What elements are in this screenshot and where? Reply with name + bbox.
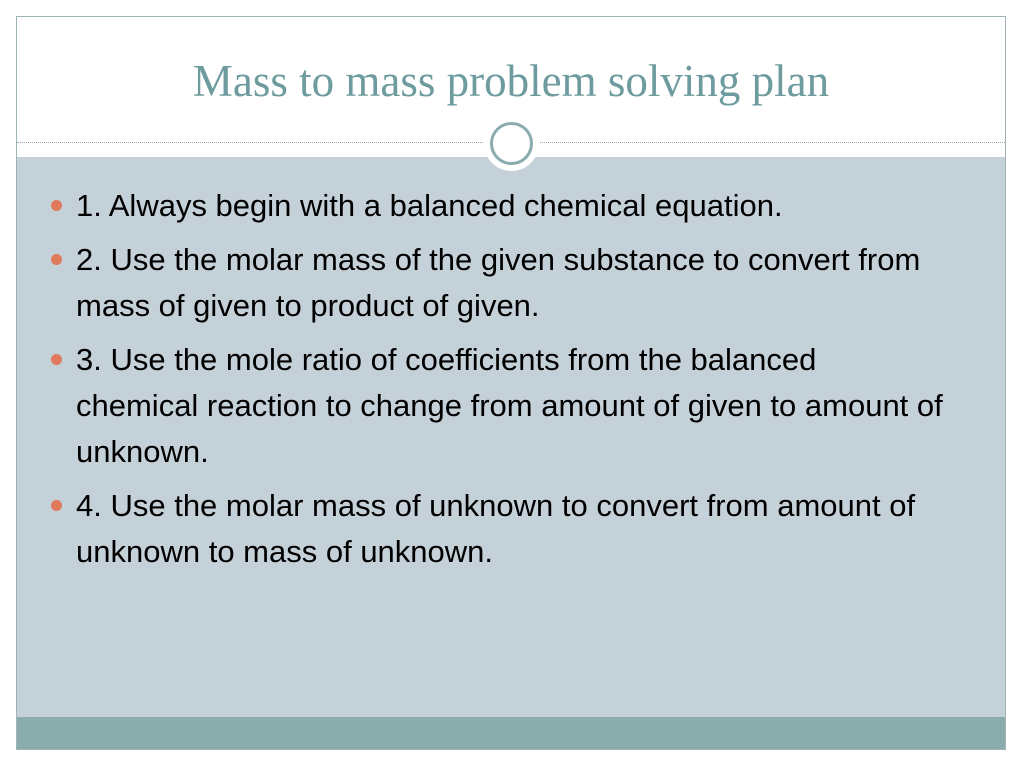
bullet-dot-icon	[51, 500, 62, 511]
bullet-text: 3. Use the mole ratio of coefficients from the balanced chemical reaction to change from amount of given to amount of unknown.	[76, 342, 943, 469]
bullet-dot-icon	[51, 354, 62, 365]
bullet-item	[47, 483, 947, 575]
bullet-item	[47, 183, 947, 229]
bullet-dot-icon	[51, 200, 62, 211]
bullet-item	[47, 337, 947, 475]
footer-band	[17, 717, 1005, 750]
bullet-text: 1. Always begin with a balanced chemical equation.	[76, 188, 783, 223]
circle-ornament-icon	[484, 116, 539, 171]
bullet-dot-icon	[51, 254, 62, 265]
slide-title: Mass to mass problem solving plan	[192, 56, 830, 106]
bullet-text: 4. Use the molar mass of unknown to convert from amount of unknown to mass of unknown.	[76, 488, 916, 569]
bullet-text: 2. Use the molar mass of the given substance to convert from mass of given to product of given.	[76, 242, 921, 323]
slide	[16, 16, 1006, 750]
bullet-item	[47, 237, 947, 329]
bullet-list	[47, 183, 947, 583]
